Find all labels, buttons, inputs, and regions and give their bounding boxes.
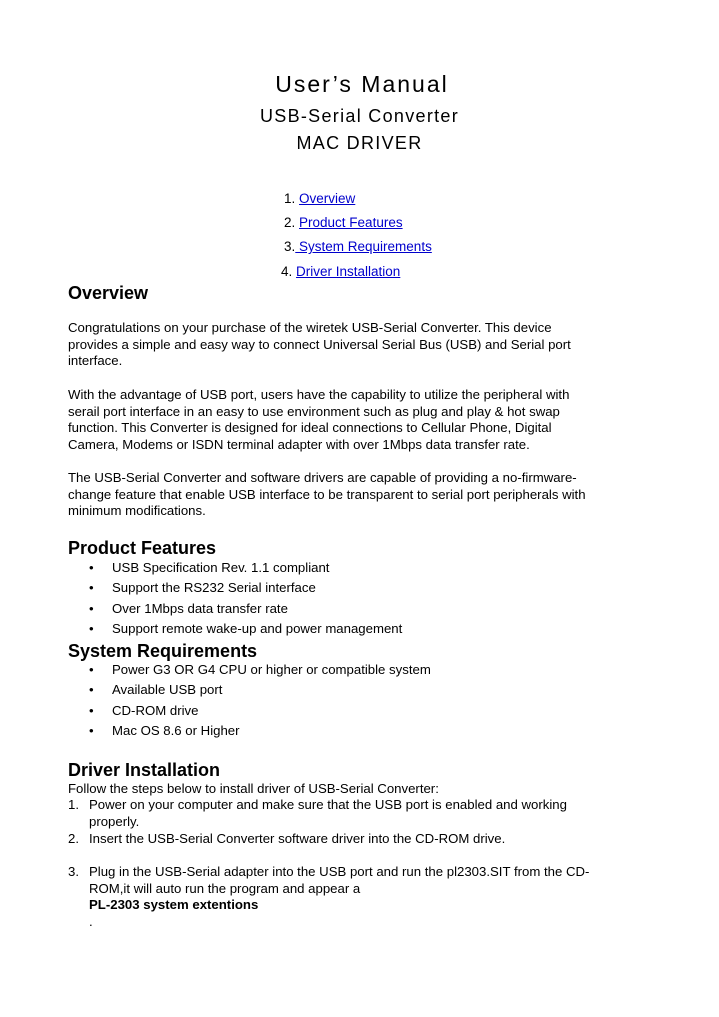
text-line: Camera, Modems or ISDN terminal adapter with over 1Mbps data transfer rate. — [68, 436, 530, 452]
bullet-icon: • — [89, 580, 94, 596]
text-line: With the advantage of USB port, users have the capability to utilize the peripheral with — [68, 387, 570, 402]
product-features-list — [68, 558, 402, 639]
toc-number: 3. — [284, 239, 296, 254]
text-line: interface. — [68, 353, 123, 369]
document-subtitle: USB-Serial Converter — [259, 106, 460, 126]
toc-link-product-features[interactable]: Product Features — [299, 215, 403, 230]
bullet-icon: • — [89, 662, 94, 677]
extension-name: PL-2303 system extentions — [89, 897, 259, 913]
toc-item-3 — [284, 239, 432, 254]
driver-installation-heading: Driver Installation — [68, 760, 221, 780]
overview-paragraph-3 — [68, 470, 658, 520]
toc-item-2 — [284, 215, 403, 230]
text-line: change feature that enable USB interface to be transparent to serial port peripherals with — [68, 486, 586, 502]
step-number: 3. — [68, 864, 79, 879]
overview-heading: Overview — [68, 283, 149, 303]
text-line: minimum modifications. — [68, 503, 206, 519]
text-line: serail port interface in an easy to use environment such as plug and play & hot swap — [68, 403, 560, 419]
list-item: • Support the RS232 Serial interface — [68, 578, 402, 598]
install-intro: Follow the steps below to install driver of USB-Serial Converter: — [68, 781, 439, 796]
document-subtitle-2: MAC DRIVER — [296, 133, 423, 153]
toc-link-overview[interactable]: Overview — [299, 191, 356, 206]
list-item: • Support remote wake-up and power management — [68, 619, 402, 639]
step-text: Power on your computer and make sure that the USB port is enabled and working properly. — [89, 797, 567, 829]
toc-link-system-requirements[interactable]: System Requirements — [295, 239, 432, 254]
step-number: 2. — [68, 831, 79, 846]
toc-number: 1. — [284, 191, 296, 206]
toc-item-4 — [281, 264, 400, 279]
text-line: function. This Converter is designed for ideal connections to Cellular Phone, Digital — [68, 420, 552, 436]
overview-paragraph-2 — [68, 387, 658, 453]
list-item: • Power G3 OR G4 CPU or higher or compatible system — [68, 660, 431, 680]
system-requirements-list — [68, 660, 431, 741]
list-item: • Mac OS 8.6 or Higher — [68, 721, 431, 741]
document-title: User’s Manual — [275, 71, 449, 97]
list-item: • CD-ROM drive — [68, 701, 431, 721]
overview-paragraph-1 — [68, 320, 658, 370]
text-line: Congratulations on your purchase of the wiretek USB-Serial Converter. This device — [68, 320, 552, 335]
bullet-icon: • — [89, 560, 94, 575]
step-number: 1. — [68, 797, 79, 812]
text-line: The USB-Serial Converter and software drivers are capable of providing a no-firmware- — [68, 470, 577, 485]
bullet-icon: • — [89, 682, 94, 698]
list-item: • Available USB port — [68, 680, 431, 700]
step-text: Insert the USB-Serial Converter software driver into the CD-ROM drive. — [89, 831, 506, 846]
toc-item-1 — [284, 191, 355, 206]
product-features-heading: Product Features — [68, 538, 217, 558]
toc-number: 2. — [284, 215, 296, 230]
bullet-icon: • — [89, 722, 94, 738]
list-item: • Over 1Mbps data transfer rate — [68, 599, 402, 619]
bullet-icon: • — [89, 702, 94, 718]
step-text: Plug in the USB-Serial adapter into the USB port and run the pl2303.SIT from the CD- ROM,it will auto run the program and appear a PL-2303 system extentions . — [89, 864, 590, 929]
bullet-icon: • — [89, 620, 94, 636]
toc-link-driver-installation[interactable]: Driver Installation — [296, 264, 401, 279]
system-requirements-heading: System Requirements — [68, 641, 258, 661]
text-line: provides a simple and easy way to connect Universal Serial Bus (USB) and Serial port — [68, 336, 571, 352]
toc-number: 4. — [281, 264, 293, 279]
list-item: • USB Specification Rev. 1.1 compliant — [68, 558, 402, 578]
bullet-icon: • — [89, 600, 94, 616]
